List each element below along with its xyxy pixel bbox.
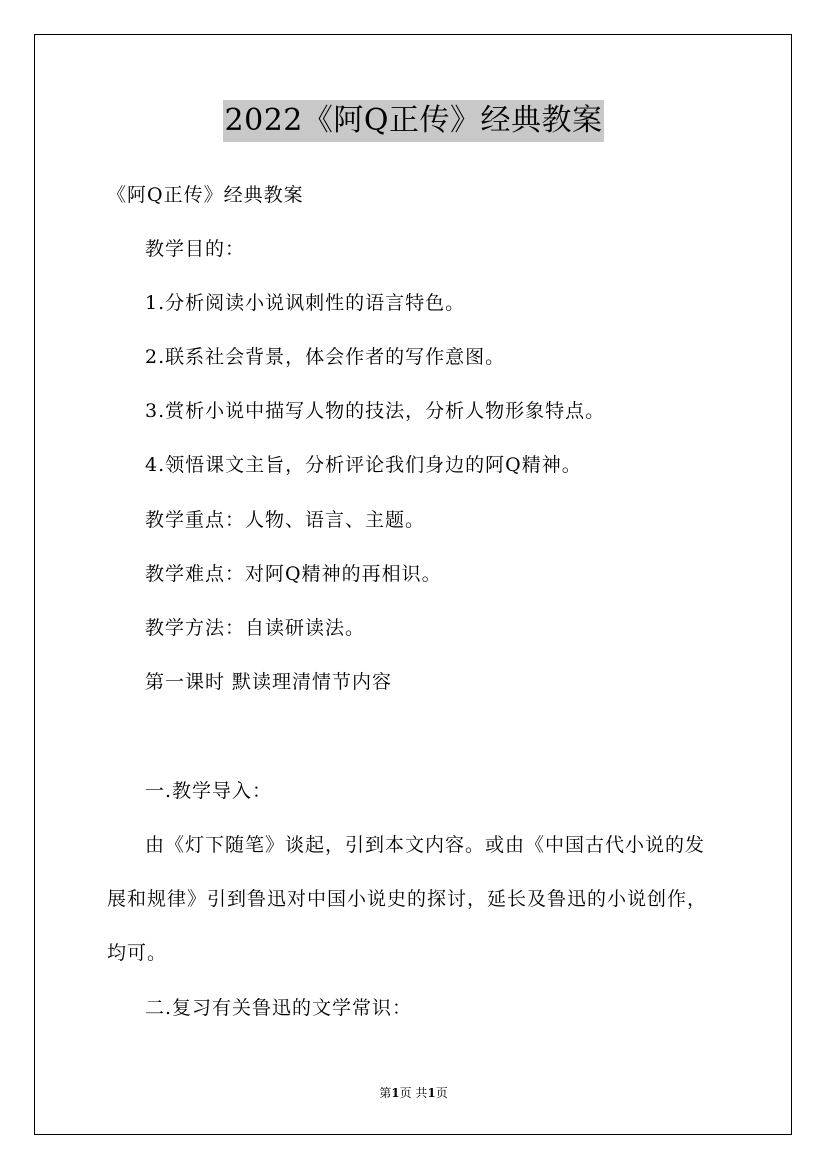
subtitle-line: 《阿Q正传》经典教案 (107, 184, 304, 206)
paragraph-line: 1.分析阅读小说讽刺性的语言特色。 (145, 292, 466, 314)
section-heading: 二.复习有关鲁迅的文学常识： (145, 997, 413, 1019)
paragraph-line: 均可。 (107, 942, 168, 964)
footer-total-pages: 1 (427, 1086, 436, 1100)
footer-page-number: 1 (391, 1086, 400, 1100)
paragraph-line: 教学难点：对阿Q精神的再相识。 (145, 563, 442, 585)
document-title: 2022《阿Q正传》经典教案 (223, 100, 605, 142)
title-container (0, 100, 827, 142)
footer-page-label: 第 (379, 1086, 392, 1100)
paragraph-line: 教学目的： (145, 238, 246, 260)
paragraph-line: 3.赏析小说中描写人物的技法，分析人物形象特点。 (145, 400, 606, 422)
paragraph-line: 4.领悟课文主旨，分析评论我们身边的阿Q精神。 (145, 454, 582, 476)
paragraph-line: 由《灯下随笔》谈起，引到本文内容。或由《中国古代小说的发 (145, 834, 706, 856)
section-heading: 一.教学导入： (145, 780, 273, 802)
paragraph-line: 2.联系社会背景，体会作者的写作意图。 (145, 346, 506, 368)
footer-page-suffix: 页 (435, 1086, 448, 1100)
section-heading: 第一课时 默读理清情节内容 (145, 671, 393, 693)
page-footer (0, 1085, 827, 1101)
paragraph-line: 教学方法：自读研读法。 (145, 617, 366, 639)
paragraph-line: 展和规律》引到鲁迅对中国小说史的探讨，延长及鲁迅的小说创作， (107, 888, 708, 910)
paragraph-line: 教学重点：人物、语言、主题。 (145, 509, 426, 531)
footer-total-label: 页 共 (399, 1086, 428, 1100)
